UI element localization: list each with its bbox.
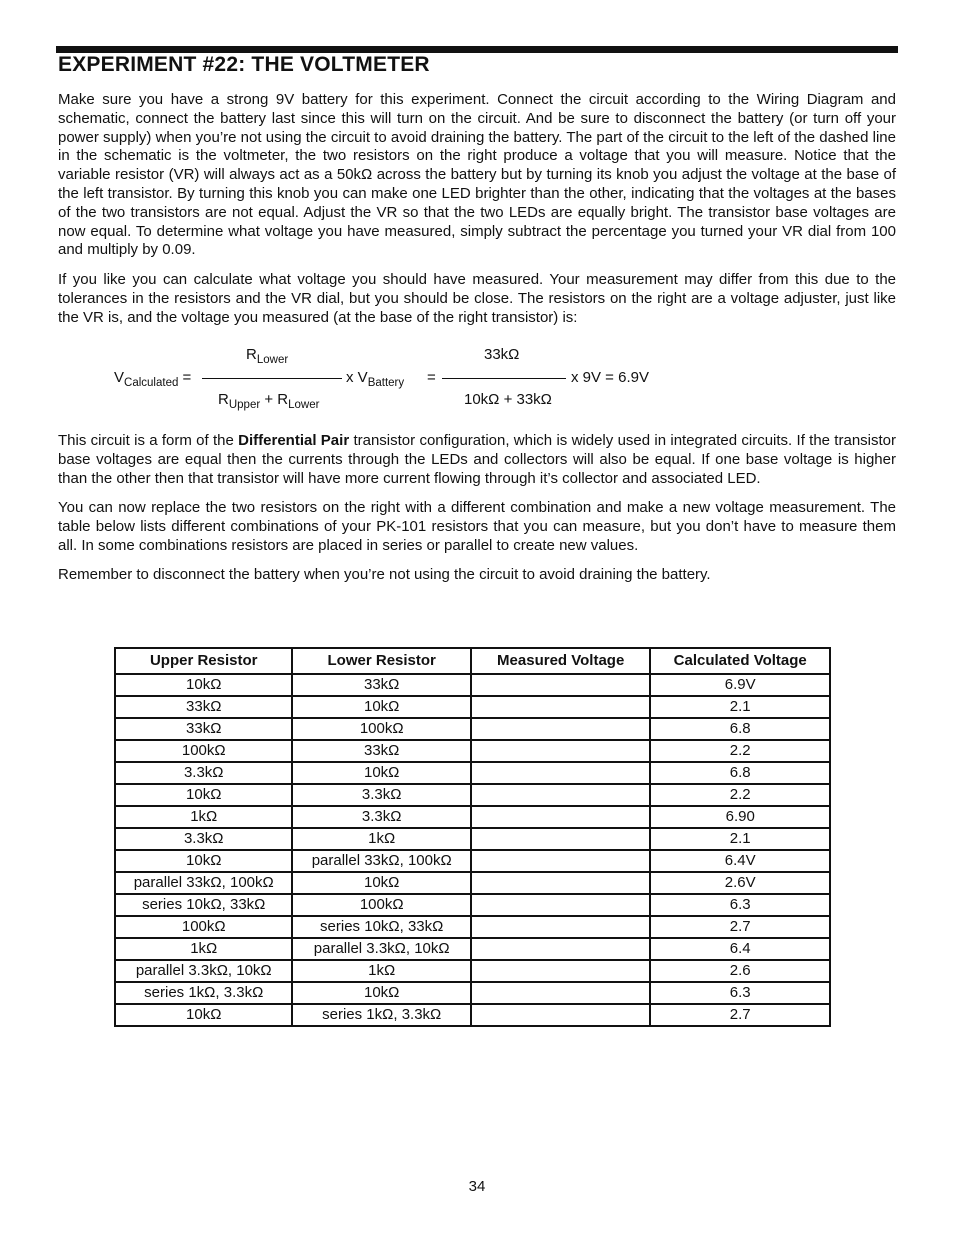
header-measured-voltage: Measured Voltage — [471, 648, 651, 674]
equation-denominator: $R_{Upper} + R_{Lower}$ — [218, 391, 320, 411]
calculated-voltage-cell: 6.90 — [650, 806, 830, 828]
calculated-voltage-cell: 6.3 — [650, 982, 830, 1004]
measured-voltage-cell — [471, 740, 651, 762]
header-lower-resistor: Lower Resistor — [292, 648, 470, 674]
measured-voltage-cell — [471, 982, 651, 1004]
calculated-voltage-cell: 2.6V — [650, 872, 830, 894]
upper-resistor-cell: 1kΩ — [115, 806, 292, 828]
measured-voltage-cell — [471, 938, 651, 960]
lower-resistor-cell: 10kΩ — [292, 872, 470, 894]
measured-voltage-cell — [471, 850, 651, 872]
calculated-voltage-cell: 6.4 — [650, 938, 830, 960]
equation-lhs: $V_{Calculated}$ = — [114, 369, 192, 389]
upper-resistor-cell: 100kΩ — [115, 916, 292, 938]
calculated-voltage-cell: 2.7 — [650, 916, 830, 938]
equation-battery-term: x $V_{Battery}$ — [346, 369, 405, 389]
table-row — [115, 960, 830, 982]
equation-numerator-value: 33kΩ — [484, 346, 520, 363]
upper-resistor-cell: 10kΩ — [115, 850, 292, 872]
table-row — [115, 916, 830, 938]
lower-resistor-cell: series 1kΩ, 3.3kΩ — [292, 1004, 470, 1026]
lower-resistor-cell: parallel 3.3kΩ, 10kΩ — [292, 938, 470, 960]
calculation-paragraph: If you like you can calculate what voltage you should have measured. Your measurement may differ from this due to the tolerances in the resistors and the VR dial, but you should be close. The resistors on the right are a voltage adjuster, just like the VR is, and the voltage you measured (at the base of the right transistor) is: — [58, 271, 896, 326]
table-row — [115, 696, 830, 718]
upper-resistor-cell: 10kΩ — [115, 674, 292, 696]
table-row — [115, 1004, 830, 1026]
upper-resistor-cell: 10kΩ — [115, 784, 292, 806]
equation-denominator-value: 10kΩ + 33kΩ — [464, 391, 552, 408]
table-row — [115, 850, 830, 872]
calculated-voltage-cell: 2.2 — [650, 784, 830, 806]
calculated-voltage-cell: 6.3 — [650, 894, 830, 916]
fraction-bar — [202, 378, 342, 379]
lower-resistor-cell: 33kΩ — [292, 674, 470, 696]
upper-resistor-cell: series 1kΩ, 3.3kΩ — [115, 982, 292, 1004]
upper-resistor-cell: 33kΩ — [115, 696, 292, 718]
lower-resistor-cell: 1kΩ — [292, 960, 470, 982]
upper-resistor-cell: 3.3kΩ — [115, 828, 292, 850]
intro-paragraph: Make sure you have a strong 9V battery for this experiment. Connect the circuit according to the Wiring Diagram and schematic, connect the battery last since this will turn on the circuit. And be sure to disconnect the battery (or turn off your power supply) when you’re not using the circuit to avoid draining the battery. The part of the circuit to the left of the dashed line in the schematic is the voltmeter, the two resistors on the right produce a voltage that you will measure. Notice that the variable resistor (VR) will always act as a 50kΩ across the battery but by turning its knob you adjust the voltage at the base of the left transistor. By turning this knob you can make one LED brighter than the other, indicating that the voltages at the bases of the two transistors are not equal. Adjust the VR so that the two LEDs are equally bright. The transistor base voltages are now equal. To determine what voltage you have measured, simply subtract the percentage you turned your VR dial from 100 and multiply by 0.09. — [58, 91, 896, 259]
upper-resistor-cell: parallel 3.3kΩ, 10kΩ — [115, 960, 292, 982]
table-row — [115, 982, 830, 1004]
lower-resistor-cell: parallel 33kΩ, 100kΩ — [292, 850, 470, 872]
resistor-table — [114, 647, 831, 1027]
lower-resistor-cell: 10kΩ — [292, 982, 470, 1004]
lower-resistor-cell: series 10kΩ, 33kΩ — [292, 916, 470, 938]
measured-voltage-cell — [471, 674, 651, 696]
measured-voltage-cell — [471, 916, 651, 938]
calculated-voltage-cell: 6.4V — [650, 850, 830, 872]
lower-resistor-cell: 33kΩ — [292, 740, 470, 762]
upper-resistor-cell: series 10kΩ, 33kΩ — [115, 894, 292, 916]
measured-voltage-cell — [471, 696, 651, 718]
lower-resistor-cell: 10kΩ — [292, 762, 470, 784]
table-row — [115, 828, 830, 850]
header-rule — [56, 46, 898, 53]
equation-result: x 9V = 6.9V — [571, 369, 649, 386]
calculated-voltage-cell: 6.8 — [650, 718, 830, 740]
differential-pair-paragraph: This circuit is a form of the Differential Pair transistor configuration, which is widely used in integrated circuits. If the transistor base voltages are equal then the currents through the LEDs and collectors will also be equal. If one base voltage is higher than the other then that transistor will have more current flowing through it’s collector and associated LED. — [58, 432, 896, 487]
header-upper-resistor: Upper Resistor — [115, 648, 292, 674]
equation-equals: = — [427, 369, 436, 386]
table-row — [115, 718, 830, 740]
reminder-paragraph: Remember to disconnect the battery when you’re not using the circuit to avoid draining the battery. — [58, 566, 711, 583]
measured-voltage-cell — [471, 718, 651, 740]
table-row — [115, 872, 830, 894]
calculated-voltage-cell: 2.6 — [650, 960, 830, 982]
lower-resistor-cell: 10kΩ — [292, 696, 470, 718]
header-calculated-voltage: Calculated Voltage — [650, 648, 830, 674]
calculated-voltage-cell: 2.1 — [650, 828, 830, 850]
measured-voltage-cell — [471, 960, 651, 982]
upper-resistor-cell: 33kΩ — [115, 718, 292, 740]
calculated-voltage-cell: 2.2 — [650, 740, 830, 762]
measured-voltage-cell — [471, 894, 651, 916]
upper-resistor-cell: 3.3kΩ — [115, 762, 292, 784]
upper-resistor-cell: 100kΩ — [115, 740, 292, 762]
lower-resistor-cell: 1kΩ — [292, 828, 470, 850]
table-row — [115, 674, 830, 696]
table-row — [115, 894, 830, 916]
equation-numerator: $R_{Lower}$ — [246, 346, 289, 366]
table-row — [115, 762, 830, 784]
measured-voltage-cell — [471, 872, 651, 894]
table-row — [115, 784, 830, 806]
table-row — [115, 740, 830, 762]
lower-resistor-cell: 3.3kΩ — [292, 784, 470, 806]
calculated-voltage-cell: 6.9V — [650, 674, 830, 696]
upper-resistor-cell: 1kΩ — [115, 938, 292, 960]
table-row — [115, 806, 830, 828]
measured-voltage-cell — [471, 806, 651, 828]
lower-resistor-cell: 3.3kΩ — [292, 806, 470, 828]
replacement-paragraph: You can now replace the two resistors on the right with a different combination and make a new voltage measurement. The table below lists different combinations of your PK-101 resistors that you can measure, but you don’t have to measure them all. In some combinations resistors are placed in series or parallel to create new values. — [58, 499, 896, 554]
page-title: EXPERIMENT #22: THE VOLTMETER — [58, 53, 430, 76]
measured-voltage-cell — [471, 784, 651, 806]
upper-resistor-cell: parallel 33kΩ, 100kΩ — [115, 872, 292, 894]
measured-voltage-cell — [471, 762, 651, 784]
calculated-voltage-cell: 2.7 — [650, 1004, 830, 1026]
upper-resistor-cell: 10kΩ — [115, 1004, 292, 1026]
measured-voltage-cell — [471, 828, 651, 850]
page-number: 34 — [468, 1178, 486, 1195]
table-header-row — [115, 648, 830, 674]
calculated-voltage-cell: 6.8 — [650, 762, 830, 784]
lower-resistor-cell: 100kΩ — [292, 718, 470, 740]
lower-resistor-cell: 100kΩ — [292, 894, 470, 916]
fraction-bar-value — [442, 378, 566, 379]
calculated-voltage-cell: 2.1 — [650, 696, 830, 718]
measured-voltage-cell — [471, 1004, 651, 1026]
table-row — [115, 938, 830, 960]
